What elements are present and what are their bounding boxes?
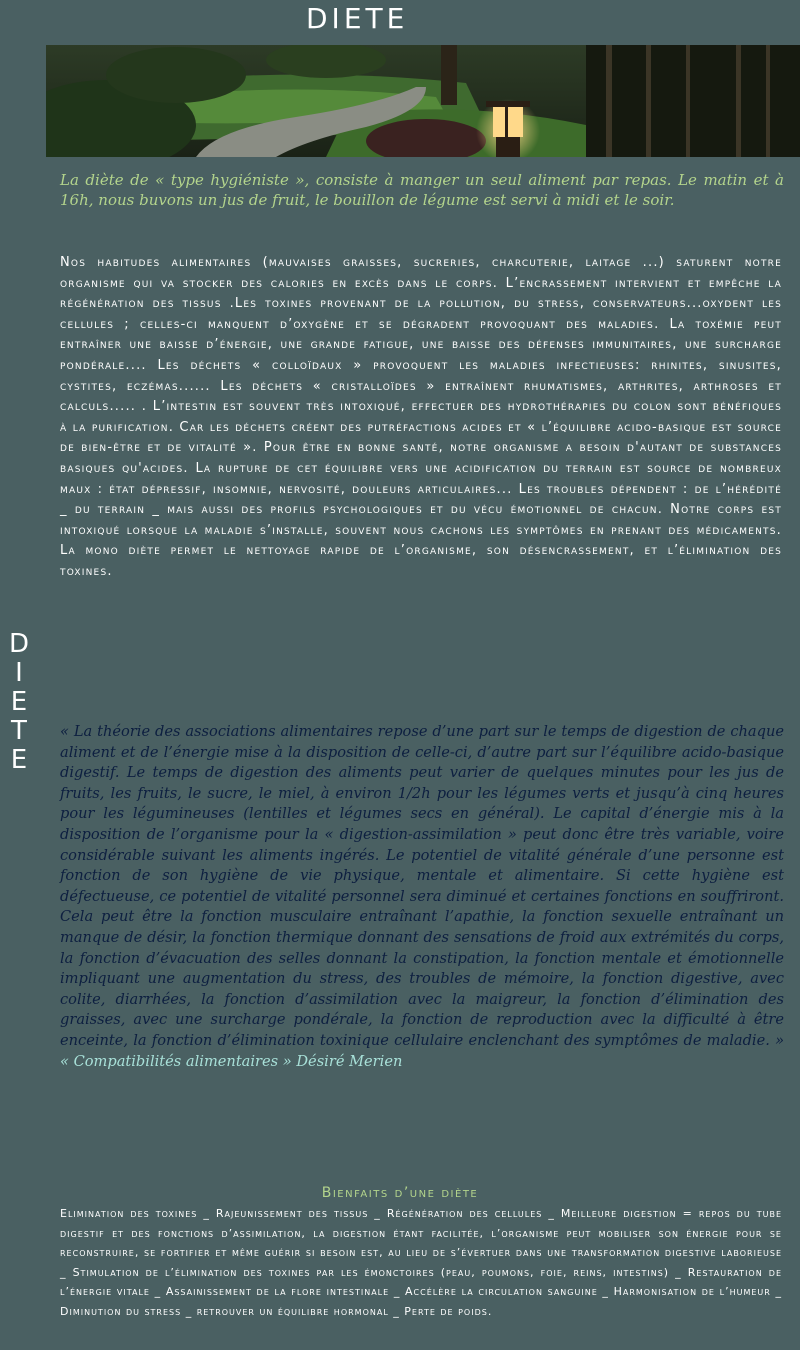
vertical-title bbox=[6, 630, 32, 775]
vertical-title-letter: I bbox=[15, 658, 23, 688]
vertical-title-letter: T bbox=[11, 716, 27, 746]
intro-paragraph: La diète de « type hygiéniste », consiste à manger un seul aliment par repas. Le matin et à 16h, nous buvons un jus de fruit, le bouillon de légume est servi à midi et le soir. bbox=[60, 171, 784, 209]
vertical-title-letter: D bbox=[8, 629, 30, 659]
main-paragraph: Nos habitudes alimentaires (mauvaises graisses, sucreries, charcuterie, laitage ...) saturent notre organisme qui va stocker des calories en excès dans le corps. L’encrassement intervient et empêche la régénération des tissus .Les toxines provenant de la pollution, du stress, conservateurs...oxydent les cellules ; celles-ci manquent d’oxygène et se dégradent provoquant des maladies. La toxémie peut entraîner une baisse d’énergie, une grande fatigue, une baisse des défenses immunitaires, une surcharge pondérale.... Les déchets « colloïdaux » provoquent les maladies infectieuses: rhinites, sinusites, cystites, eczémas...... Les déchets « cristalloïdes » entraînent rhumatismes, arthrites, arthroses et calculs..... . L’intestin est souvent très intoxiqué, effectuer des hydrothérapies du colon sont bénéfiques à la purification. Car les déchets créent des putréfactions acides et « l’équilibre acido-basique est source de bien-être et de vitalité ». Pour être en bonne santé, notre organisme a besoin d'autant de substances basiques qu'acides. La rupture de cet équilibre vers une acidification du terrain est source de nombreux maux : état dépressif, insomnie, nervosité, douleurs articulaires... Les troubles dépendent : de l’hérédité _ du terrain _ mais aussi des profils psychologiques et du vécu émotionnel de chacun. Notre corps est intoxiqué lorsque la maladie s’installe, souvent nous cachons les symptômes en prenant des médicaments. La mono diète permet le nettoyage rapide de l’organisme, son désencrassement, et l’élimination des toxines. bbox=[60, 255, 782, 579]
quote-paragraph bbox=[60, 722, 784, 1072]
vertical-title-letter: E bbox=[10, 745, 28, 775]
vertical-title-letter: E bbox=[10, 687, 28, 717]
banner-image bbox=[46, 45, 800, 157]
benefits-heading: Bienfaits d’une diète bbox=[321, 1185, 479, 1201]
page-title: DIETE bbox=[306, 2, 409, 35]
quote-text: « La théorie des associations alimentaires repose d’une part sur le temps de digestion de chaque aliment et de l’énergie mise à la disposition de celle-ci, d’autre part sur l’équilibre acido-basique digestif. Le temps de digestion des aliments peut varier de quelques minutes pour les jus de fruits, les fruits, le sucre, le miel, à environ 1/2h pour les légumes verts et jusqu’à cinq heures pour les légumineuses (lentilles et légumes secs en général). Le capital d’énergie mis à la disposition de l’organisme pour la « digestion-assimilation » peut donc être très variable, voire considérable suivant les aliments ingérés. Le potentiel de vitalité générale d’une personne est fonction de son hygiène de vie physique, mentale et alimentaire. Si cette hygiène est défectueuse, ce potentiel de vitalité personnel sera diminué et certaines fonctions en souffriront. Cela peut être la fonction musculaire entraînant l’apathie, la fonction sexuelle entraînant un manque de désir, la fonction thermique donnant des sensations de froid aux extrémités du corps, la fonction d’évacuation des selles donnant la constipation, la fonction mentale et émotionnelle impliquant une augmentation du stress, des troubles de mémoire, la fonction digestive, avec colite, diarrhées, la fonction d’assimilation avec la maigreur, la fonction d’élimination des graisses, avec une surcharge pondérale, la fonction de reproduction avec la difficulté à être enceinte, la fonction d’élimination toxinique cellulaire enclenchant des symptômes de maladie. » bbox=[60, 723, 784, 1049]
quote-source: « Compatibilités alimentaires » Désiré Merien bbox=[60, 1052, 403, 1070]
benefits-paragraph: Elimination des toxines _ Rajeunissement des tissus _ Régénération des cellules _ Meilleure digestion = repos du tube digestif et des fonctions d’assimilation, la digestion étant facilitée, l’organisme peut mobiliser son énergie pour se reconstruire, se fortifier et même guérir si besoin est, au lieu de s’évertuer dans une transformation digestive laborieuse _ Stimulation de l’élimination des toxines par les émonctoires (peau, poumons, foie, reins, intestins) _ Restauration de l’énergie vitale _ Assainissement de la flore intestinale _ Accélère la circulation sanguine _ Harmonisation de l’humeur _ Diminution du stress _ retrouver un équilibre hormonal _ Perte de poids. bbox=[60, 1207, 782, 1318]
